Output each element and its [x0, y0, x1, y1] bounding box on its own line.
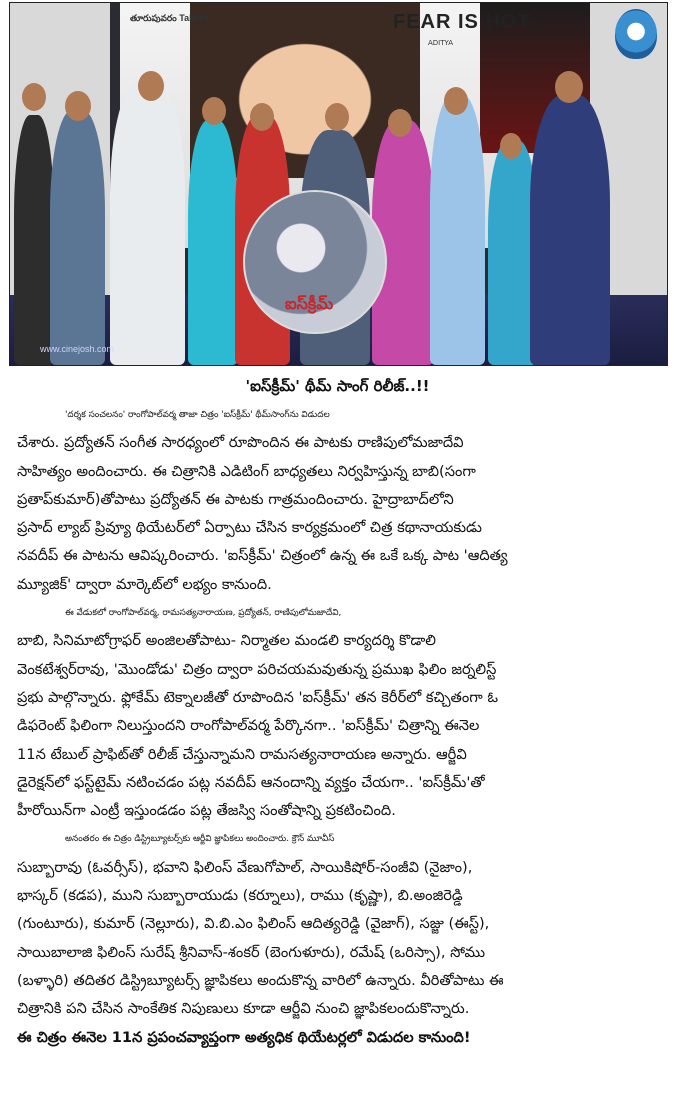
person-6-head: [325, 103, 349, 131]
article-line: హీరోయిన్‌గా ఎంట్రీ ఇస్తుండడం పట్ల తేజస్వి సంతోషాన్ని ప్రకటించింది.: [17, 802, 396, 820]
article-line: వెంకటేశ్వర్‌రావు, 'మొండోడు' చిత్రం ద్వారా పరిచయమవుతున్న ప్రముఖ ఫిలిం జర్నలిస్ట్: [17, 660, 497, 678]
banner-title: FEAR IS HOT: [393, 11, 531, 33]
person-8-head: [444, 87, 468, 115]
person-3-head: [138, 71, 164, 101]
person-2: [50, 110, 105, 365]
event-photo: [9, 2, 668, 366]
person-5-head: [250, 103, 274, 131]
article-line: సాహిత్యం అందించారు. ఈ చిత్రానికి ఎడిటింగ్ బాధ్యతలు నిర్వహిస్తున్న బాబి(సంగా: [17, 462, 476, 480]
article-line: 11న టేబుల్ ప్రాఫిట్‌తో రిలీజ్ చేస్తున్నామని రామసత్యనారాయణ అన్నారు. ఆర్జీవి: [17, 745, 467, 763]
article-line: సుబ్బారావు (ఓవర్సీస్), భవాని ఫిలింస్ వేణుగోపాల్, సాయికిషోర్-సంజీవి (నైజాం),: [17, 858, 473, 876]
article-line: ప్రతాప్‌కుమార్)తోపాటు ప్రద్యోతన్ ఈ పాటకు గాత్రమందించారు. హైద్రాబాద్‌లోని: [17, 490, 454, 508]
article-line: ప్రభు పాల్గొన్నారు. ఫ్లోకేమ్ టెక్నాలజీతో రూపొందిన 'ఐస్‌క్రీమ్' తన కెరీర్‌లో కచ్చితంగా ఓ: [17, 688, 499, 706]
person-10: [530, 95, 610, 365]
photo-watermark: www.cinejosh.com: [40, 344, 115, 354]
article-line: అనంతరం ఈ చిత్రం డిస్ట్రిబ్యూటర్స్‌కు ఆర్జీవి జ్ఞాపికలు అందించారు. క్రౌన్ మూవీస్: [65, 834, 335, 845]
article-line: (గుంటూరు), కుమార్ (నెల్లూరు), వి.బి.ఎం ఫిలింస్ ఆదిత్యరెడ్డి (వైజాగ్), సజ్జు (ఈస్ట్),: [17, 915, 490, 933]
article-line: బాబి, సినిమాటోగ్రాఫర్ అంజిలతోపాటు- నిర్మాతల మండలి కార్యదర్శి కొడాలి: [17, 632, 436, 650]
person-4: [188, 120, 238, 365]
person-10-head: [555, 71, 583, 103]
article-line: (బళ్ళారి) తదితర డిస్ట్రిబ్యూటర్స్ జ్ఞాపికలు అందుకొన్న వారిలో ఉన్నారు. వీరితోపాటు ఈ: [17, 971, 504, 989]
disc-title: ఐస్‌క్రీమ్: [285, 296, 334, 313]
article-line: మ్యూజిక్' ద్వారా మార్కెట్‌లో లభ్యం కానుంది.: [17, 575, 272, 593]
person-3: [110, 80, 185, 365]
article-line: 'దర్శక సంచలనం' రాంగోపాల్‌వర్మ తాజా చిత్రం 'ఐస్‌క్రీమ్' థీమ్‌సాంగ్‌ను విడుదల: [65, 410, 330, 420]
article-line: డిఫరెంట్ ఫిలింగా నిలుస్తుందని రాంగోపాల్‌వర్మ పేర్కొనగా.. 'ఐస్‌క్రీమ్' చిత్రాన్ని ఈనెల: [17, 717, 480, 735]
article-closing-line: ఈ చిత్రం ఈనెల 11న ప్రపంచవ్యాప్తంగా అత్యధిక థియేటర్లలో విడుదల కానుంది!: [17, 1028, 471, 1046]
banner-brand: తూరుపువరం Talkies: [130, 13, 210, 23]
person-7-head: [388, 109, 412, 137]
article-line: భాస్కర్ (కడప), ముని సుబ్బారాయుడు (కర్నూలు), రాము (కృష్ణా), బి.అంజిరెడ్డి: [17, 887, 463, 905]
article-line: డైరెక్షన్‌లో ఫస్ట్‌టైమ్ నటించడం పట్ల నవదీప్ ఆనందాన్ని వ్యక్తం చేయగా.. 'ఐస్‌క్రీమ్'తో: [17, 773, 485, 791]
person-4-head: [202, 97, 226, 125]
article-body: [17, 401, 660, 1052]
article-line: చిత్రానికి పని చేసిన సాంకేతిక నిపుణులు కూడా ఆర్జీవి నుంచి జ్ఞాపికలందుకొన్నారు.: [17, 1000, 470, 1018]
article-line: నవదీప్ ఈ పాటను ఆవిష్కరించారు. 'ఐస్‌క్రీమ్' చిత్రంలో ఉన్న ఈ ఒకే ఒక్క పాట 'ఆదిత్య: [17, 547, 508, 565]
person-9-head: [500, 133, 522, 159]
article-line: చేశారు. ప్రద్యోతన్ సంగీత సారధ్యంలో రూపొందిన ఈ పాటకు రాణిపులోమజాదేవి: [17, 434, 464, 452]
person-8: [430, 95, 485, 365]
article-line: సాయిబాలాజి ఫిలింస్ సురేష్ శ్రీనివాస్-శంకర్ (బెంగుళూరు), రమేష్ (ఒరిస్సా), సోము: [17, 943, 486, 961]
article-line: ప్రసాద్ ల్యాబ్ ప్రివ్యూ థియేటర్‌లో ఏర్పాటు చేసిన కార్యక్రమంలో చిత్ర కథానాయకుడు: [17, 519, 482, 537]
person-1: [14, 115, 54, 365]
site-logo-icon: [615, 9, 657, 59]
article-headline: 'ఐస్‌క్రీమ్' థీమ్ సాంగ్ రిలీజ్..!!: [245, 377, 430, 395]
article-line: ఈ వేడుకలో రాంగోపాల్‌వర్మ, రామసత్యనారాయణ, ప్రద్యోతన్, రాణిపులోమజాదేవి,: [65, 608, 342, 619]
person-1-head: [22, 83, 46, 111]
person-2-head: [65, 91, 91, 121]
banner-sub: ADITYA: [428, 39, 454, 47]
